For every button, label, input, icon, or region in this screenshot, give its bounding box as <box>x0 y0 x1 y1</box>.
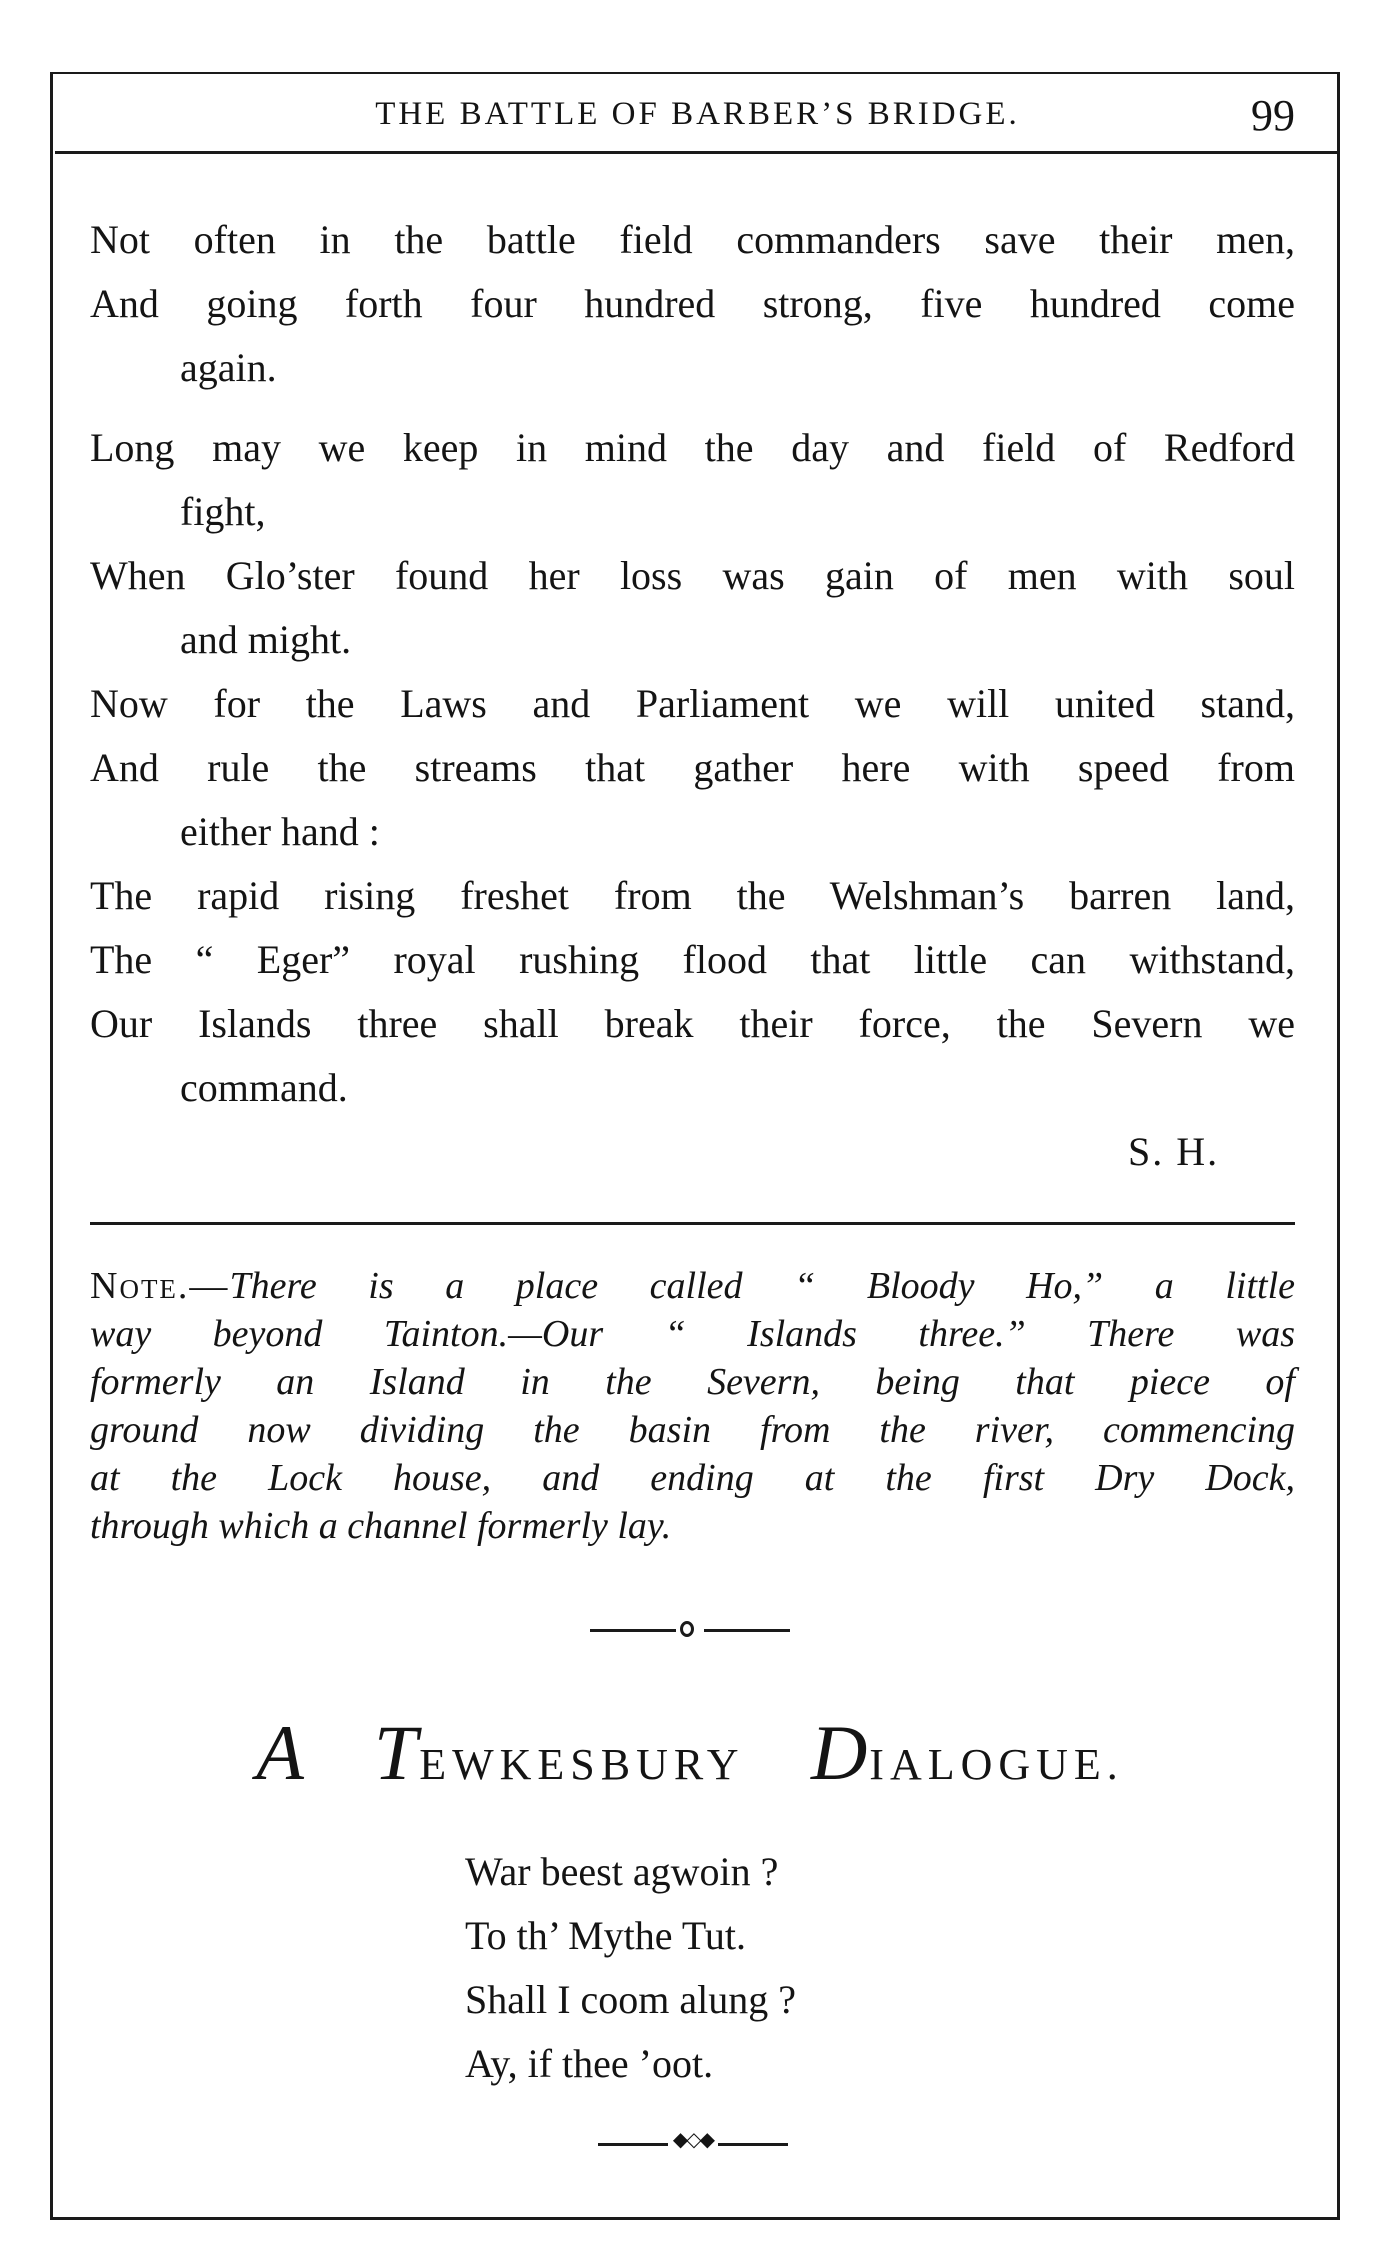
note-label: Note.— <box>90 1265 230 1307</box>
title-word: EWKESBURY <box>419 1740 743 1789</box>
note-line: formerly an Island in the Severn, being that piece of <box>90 1361 1295 1403</box>
horizontal-rule <box>90 1222 1295 1225</box>
page-number: 99 <box>1251 91 1295 140</box>
poem-line: Now for the Laws and Parliament we will united stand, <box>90 681 1295 726</box>
ornament-bar-right <box>704 1629 790 1632</box>
ornament-bar-left <box>598 2143 668 2146</box>
dialogue-line: Ay, if thee ’oot. <box>465 2041 714 2086</box>
section-break-ornament <box>590 1620 790 1640</box>
note-line <box>90 1262 1295 1310</box>
note-line: through which a channel formerly lay. <box>90 1505 672 1547</box>
poem-line-continuation: either hand : <box>180 809 380 854</box>
note-text: There is a place called “ Bloody Ho,” a little <box>229 1265 1295 1307</box>
poem-line: Not often in the battle field commanders save their men, <box>90 217 1295 262</box>
dialogue-line: War beest agwoin ? <box>465 1849 779 1894</box>
poem-line-continuation: command. <box>180 1065 348 1110</box>
note-line: at the Lock house, and ending at the first Dry Dock, <box>90 1457 1295 1499</box>
poem-line: When Glo’ster found her loss was gain of men with soul <box>90 553 1295 598</box>
diamond-ornament-icon: ◆◇◆ <box>672 2127 714 2151</box>
poem-line: Our Islands three shall break their force, the Severn we <box>90 1001 1295 1046</box>
ornament-bar-right <box>718 2143 788 2146</box>
poem-line: And rule the streams that gather here with speed from <box>90 745 1295 790</box>
running-title: THE BATTLE OF BARBER’S BRIDGE. <box>375 96 1020 132</box>
title-cap: D <box>810 1709 870 1796</box>
dialogue <box>465 1840 796 2096</box>
note-line: ground now dividing the basin from the river, commencing <box>90 1409 1295 1451</box>
title-cap: T <box>373 1709 420 1796</box>
poem-line-continuation: again. <box>180 345 277 390</box>
poem-signature: S. H. <box>1128 1129 1220 1174</box>
poem-line-continuation: and might. <box>180 617 352 662</box>
footnote <box>90 1262 1295 1550</box>
ornament-ring <box>680 1621 694 1637</box>
section-title <box>190 1708 1190 1798</box>
stanza-gap <box>90 400 1295 416</box>
ornament-bar-left <box>590 1629 676 1632</box>
dialogue-line: To th’ Mythe Tut. <box>465 1913 746 1958</box>
poem-line: The rapid rising freshet from the Welshman’s barren land, <box>90 873 1295 918</box>
poem-line-continuation: fight, <box>180 489 266 534</box>
poem-line: Long may we keep in mind the day and field of Redford <box>90 425 1295 470</box>
note-line: way beyond Tainton.—Our “ Islands three.” There was <box>90 1313 1295 1355</box>
dialogue-line: Shall I coom alung ? <box>465 1977 797 2022</box>
poem-line: And going forth four hundred strong, five hundred come <box>90 281 1295 326</box>
end-ornament <box>598 2127 788 2155</box>
poem-line: The “ Eger” royal rushing flood that little can withstand, <box>90 937 1295 982</box>
title-cap: A <box>256 1709 306 1796</box>
title-word: IALOGUE. <box>869 1740 1124 1789</box>
poem <box>90 208 1295 1120</box>
running-head <box>55 90 1340 154</box>
